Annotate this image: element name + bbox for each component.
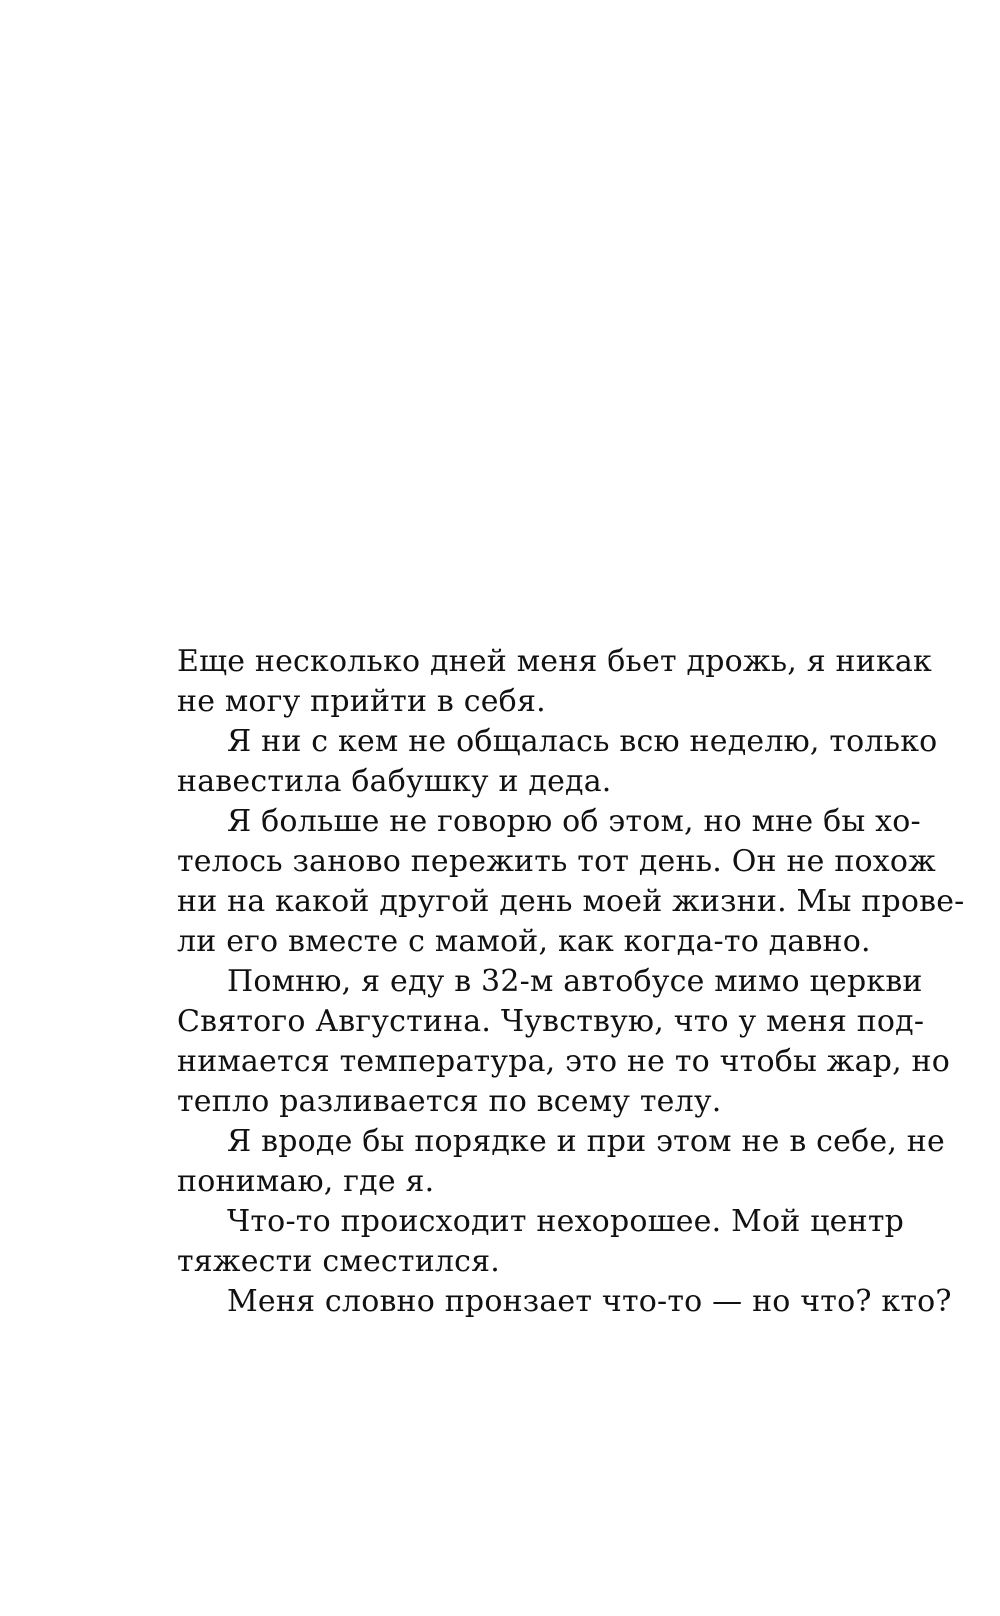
text-line: ни на какой другой день моей жизни. Мы прове- — [177, 884, 965, 919]
paragraph — [177, 1202, 905, 1282]
text-line: понимаю, где я. — [177, 1164, 435, 1199]
text-line: Я ни с кем не общалась всю неделю, только — [227, 724, 938, 759]
text-line: Что-то происходит нехорошее. Мой центр — [227, 1204, 905, 1239]
text-line: не могу прийти в себя. — [177, 684, 546, 719]
text-line: Святого Августина. Чувствую, что у меня под- — [177, 1004, 925, 1039]
paragraph — [177, 1282, 952, 1322]
text-line: Еще несколько дней меня бьет дрожь, я никак — [177, 644, 932, 679]
paragraph — [177, 642, 932, 722]
paragraph — [177, 802, 965, 962]
paragraph — [177, 1122, 945, 1202]
text-line: Я вроде бы порядке и при этом не в себе, не — [227, 1124, 945, 1159]
text-line: Я больше не говорю об этом, но мне бы хо- — [227, 804, 921, 839]
text-line: тяжести сместился. — [177, 1244, 501, 1279]
text-line: Помню, я еду в 32-м автобусе мимо церкви — [227, 964, 923, 999]
text-line: нимается температура, это не то чтобы жар, но — [177, 1044, 951, 1079]
text-line: Меня словно пронзает что-то — но что? кто? — [227, 1284, 952, 1319]
paragraph — [177, 722, 938, 802]
text-line: ли его вместе с мамой, как когда-то давно. — [177, 924, 871, 959]
text-line: телось заново пережить тот день. Он не похож — [177, 844, 936, 879]
text-line: тепло разливается по всему телу. — [177, 1084, 722, 1119]
text-line: навестила бабушку и деда. — [177, 764, 612, 799]
body-text — [177, 642, 965, 1322]
paragraph — [177, 962, 951, 1122]
